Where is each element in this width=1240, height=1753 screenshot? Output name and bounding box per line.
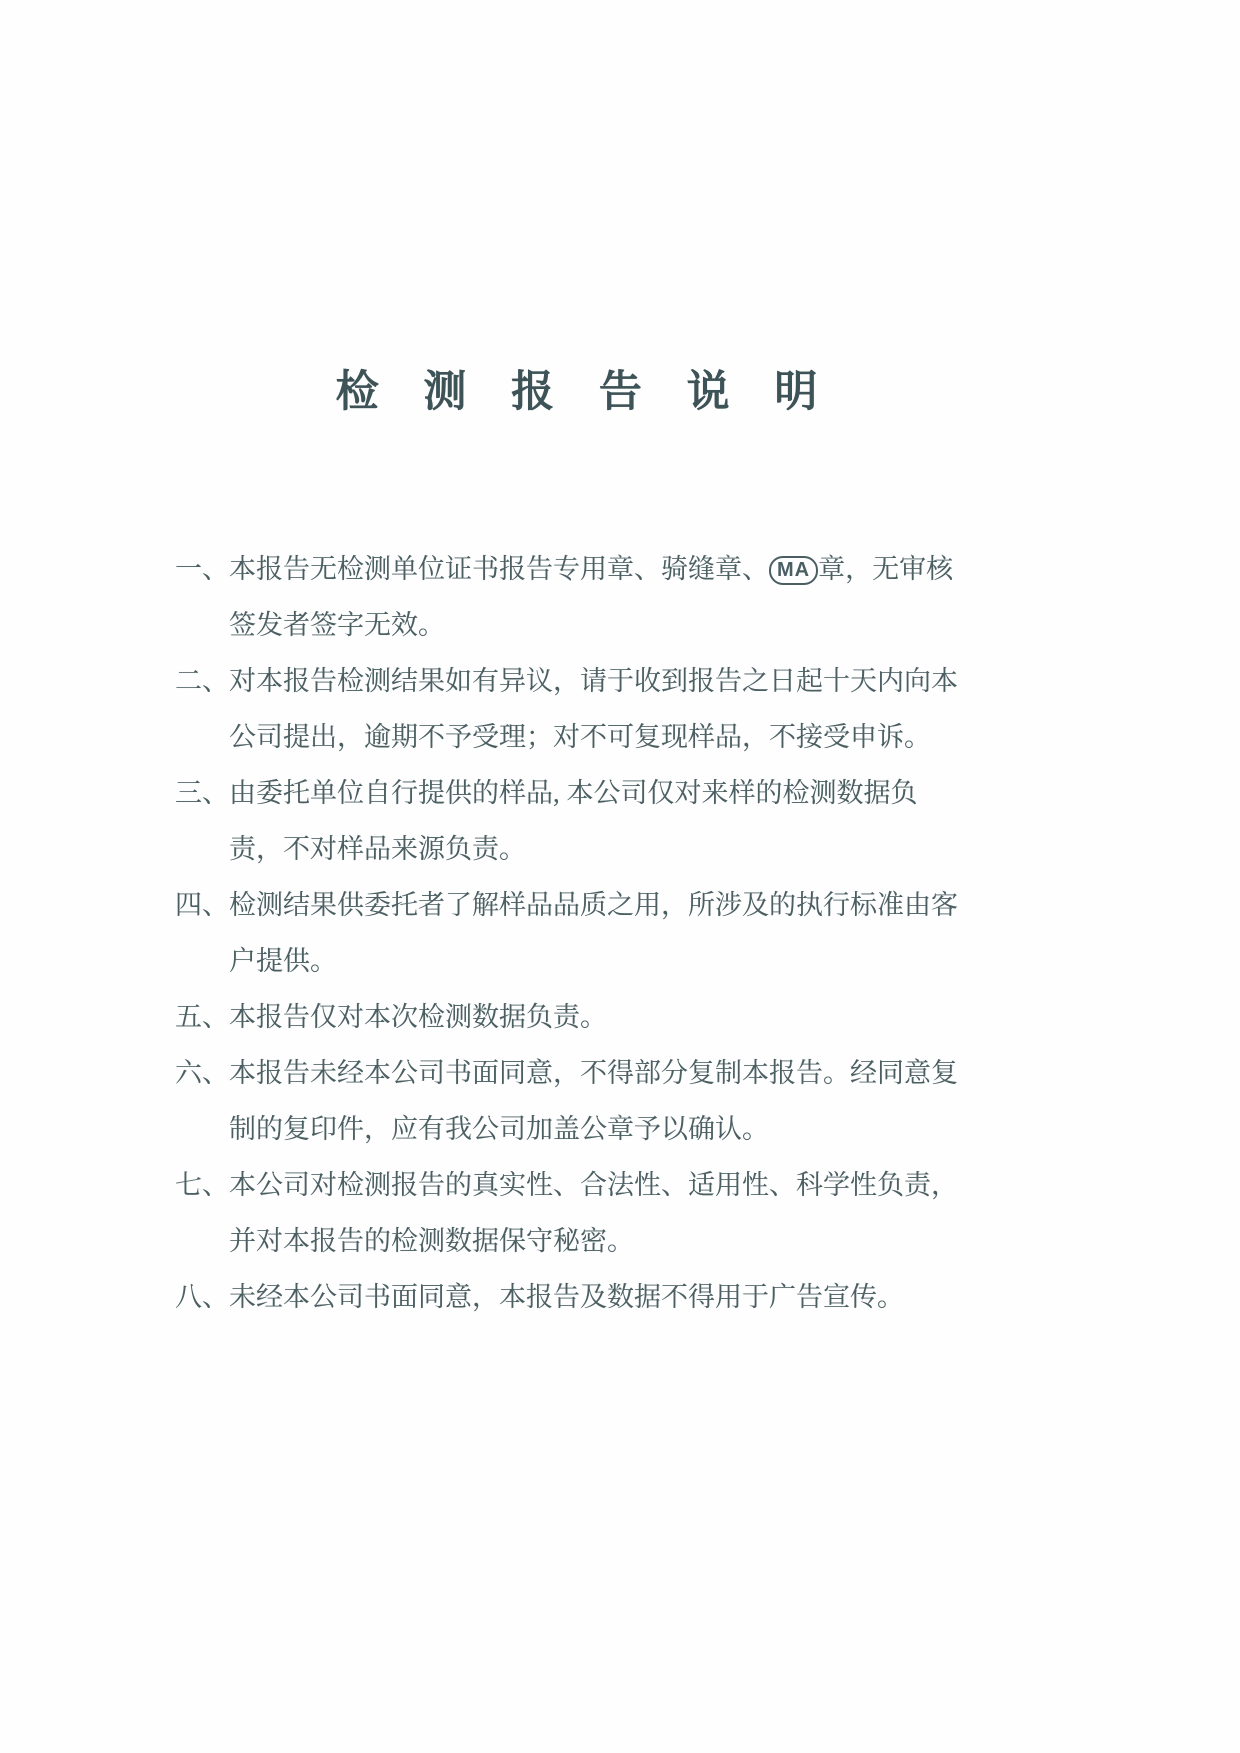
page-title: 检 测 报 告 说 明: [335, 369, 835, 416]
note-text-segment: 未经本公司书面同意，本报告及数据不得用于广告宣传。: [229, 1282, 904, 1312]
note-number: 二、: [175, 666, 229, 696]
note-text-segment: 本报告无检测单位证书报告专用章、骑缝章、: [229, 554, 769, 584]
note-text-segment: 由委托单位自行提供的样品, 本公司仅对来样的检测数据负责，不对样品来源负责。: [229, 778, 918, 864]
note-text-segment: 章，无审核签发者签字无效。: [229, 554, 954, 640]
note-text: [229, 877, 970, 989]
note-text: [229, 765, 970, 877]
note-text-segment: 对本报告检测结果如有异议，请于收到报告之日起十天内向本公司提出，逾期不予受理；对不可复现样品，不接受申诉。: [229, 666, 958, 752]
note-number: 五、: [175, 1002, 229, 1032]
note-item: [175, 1269, 970, 1325]
note-text: [229, 989, 970, 1045]
note-item: [175, 541, 970, 653]
note-item: [175, 1045, 970, 1157]
note-item: [175, 989, 970, 1045]
note-text: [229, 1269, 970, 1325]
note-text: [229, 1157, 970, 1269]
cma-stamp-icon: MA: [769, 556, 818, 585]
note-text-segment: 本报告仅对本次检测数据负责。: [229, 1002, 607, 1032]
notes-list: [175, 541, 970, 1325]
note-item: [175, 1157, 970, 1269]
note-text: [229, 1045, 970, 1157]
note-text: [229, 541, 970, 653]
note-item: [175, 877, 970, 989]
note-text-segment: 本公司对检测报告的真实性、合法性、适用性、科学性负责，并对本报告的检测数据保守秘密。: [229, 1170, 958, 1256]
note-text-segment: 本报告未经本公司书面同意，不得部分复制本报告。经同意复制的复印件，应有我公司加盖公章予以确认。: [229, 1058, 958, 1144]
note-number: 四、: [175, 890, 229, 920]
note-item: [175, 765, 970, 877]
note-number: 七、: [175, 1170, 229, 1200]
note-number: 八、: [175, 1282, 229, 1312]
note-number: 三、: [175, 778, 229, 808]
note-number: 六、: [175, 1058, 229, 1088]
note-item: [175, 653, 970, 765]
note-number: 一、: [175, 554, 229, 584]
note-text-segment: 检测结果供委托者了解样品品质之用，所涉及的执行标准由客户提供。: [229, 890, 958, 976]
note-text: [229, 653, 970, 765]
